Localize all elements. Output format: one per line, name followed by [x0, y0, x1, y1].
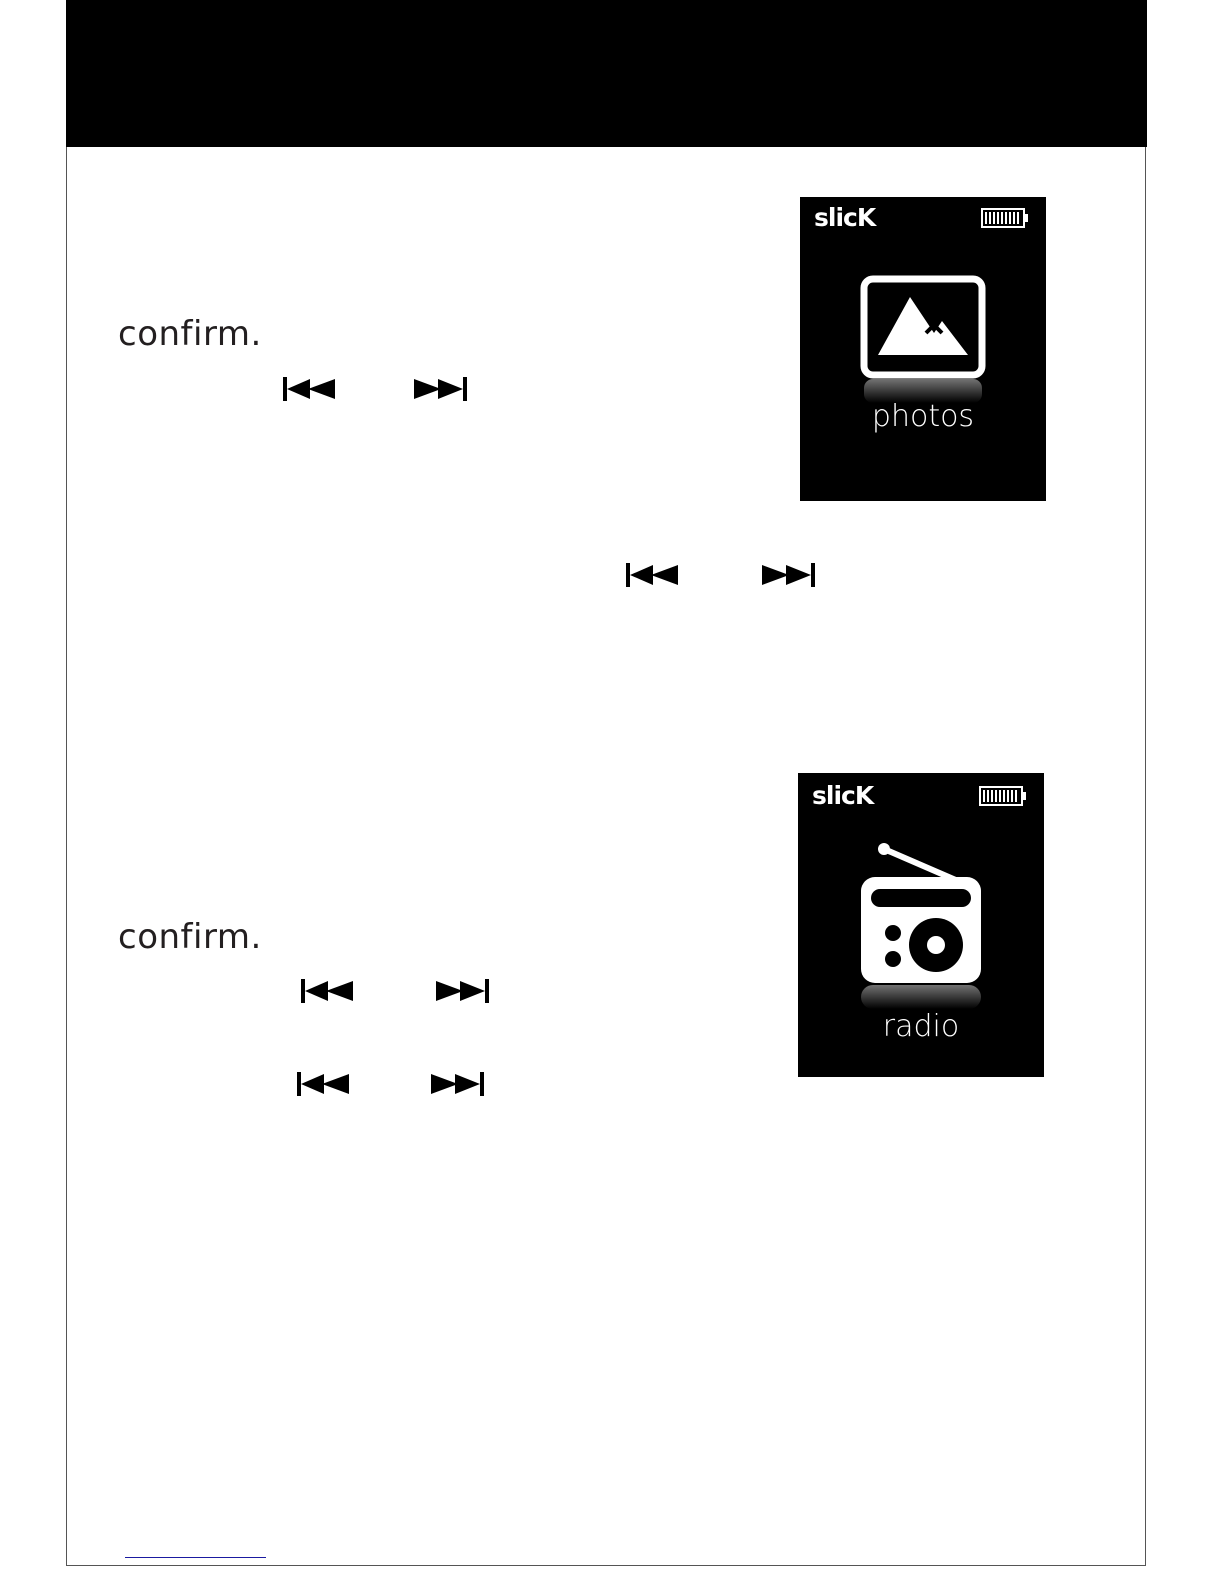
skip-previous-icon [301, 979, 355, 1003]
skip-next-icon [431, 1072, 485, 1096]
brand-logo: slicK [812, 781, 874, 810]
brand-logo: slicK [814, 203, 876, 232]
confirm-text: confirm. [118, 314, 262, 354]
skip-previous-icon [297, 1072, 351, 1096]
skip-previous-icon [283, 377, 337, 401]
screen-label-photos: photos [871, 399, 975, 434]
battery-full-icon [979, 786, 1027, 806]
skip-next-icon [414, 377, 468, 401]
screen-label-radio: radio [882, 1009, 960, 1044]
skip-next-icon [436, 979, 490, 1003]
device-screen-photos [800, 197, 1046, 501]
skip-previous-icon [626, 563, 680, 587]
header-bar [66, 0, 1147, 147]
confirm-text: confirm. [118, 917, 262, 957]
footer-link-underline[interactable] [125, 1557, 266, 1558]
radio-icon [858, 841, 984, 1011]
skip-next-icon [762, 563, 816, 587]
photo-icon [860, 275, 986, 405]
device-screen-radio [798, 773, 1044, 1077]
battery-full-icon [981, 208, 1029, 228]
